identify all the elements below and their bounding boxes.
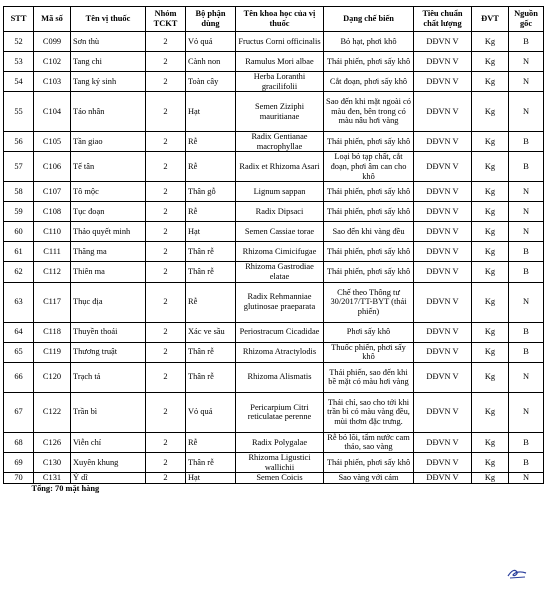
cell-khoa: Periostracum Cicadidae: [236, 322, 324, 342]
cell-bp: Xác ve sầu: [186, 322, 236, 342]
cell-ma: C103: [34, 72, 71, 92]
medicine-table: [3, 6, 544, 495]
cell-dang: Thái phiến, phơi sấy khô: [324, 52, 414, 72]
cell-khoa: Rhizoma Alismatis: [236, 362, 324, 392]
cell-khoa: Ramulus Mori albae: [236, 52, 324, 72]
cell-ng: B: [509, 262, 544, 282]
cell-stt: 66: [4, 362, 34, 392]
cell-bp: Cành non: [186, 52, 236, 72]
cell-ng: B: [509, 152, 544, 182]
cell-stt: 64: [4, 322, 34, 342]
table-row: [4, 202, 544, 222]
table-row: [4, 452, 544, 472]
cell-ma: C108: [34, 202, 71, 222]
cell-ma: C110: [34, 222, 71, 242]
cell-nhom: 2: [146, 322, 186, 342]
cell-nhom: 2: [146, 473, 186, 484]
cell-ten: Trạch tả: [71, 362, 146, 392]
cell-bp: Rễ: [186, 152, 236, 182]
header-stt: STT: [4, 7, 34, 32]
total-row: [4, 483, 544, 495]
cell-khoa: Rhizoma Atractylodis: [236, 342, 324, 362]
cell-stt: 62: [4, 262, 34, 282]
cell-nhom: 2: [146, 242, 186, 262]
table-row: [4, 52, 544, 72]
cell-stt: 69: [4, 452, 34, 472]
cell-dang: Rễ bỏ lõi, tẩm nước cam thảo, sao vàng: [324, 432, 414, 452]
cell-dang: Thái phiến, phơi sấy khô: [324, 452, 414, 472]
cell-bp: Vỏ quả: [186, 392, 236, 432]
cell-khoa: Semen Ziziphi mauritianae: [236, 92, 324, 132]
cell-nhom: 2: [146, 202, 186, 222]
cell-stt: 65: [4, 342, 34, 362]
cell-dvt: Kg: [472, 282, 509, 322]
cell-bp: Rễ: [186, 432, 236, 452]
cell-ng: N: [509, 362, 544, 392]
cell-tc: DĐVN V: [414, 152, 472, 182]
cell-khoa: Semen Coicis: [236, 473, 324, 484]
cell-stt: 56: [4, 132, 34, 152]
table-row: [4, 152, 544, 182]
table-row: [4, 322, 544, 342]
cell-ma: C131: [34, 473, 71, 484]
cell-ma: C102: [34, 52, 71, 72]
cell-dvt: Kg: [472, 452, 509, 472]
cell-khoa: Rhizoma Gastrodiae elatae: [236, 262, 324, 282]
cell-stt: 59: [4, 202, 34, 222]
cell-bp: Thân rễ: [186, 262, 236, 282]
cell-ma: C117: [34, 282, 71, 322]
cell-ma: C107: [34, 182, 71, 202]
cell-dvt: Kg: [472, 222, 509, 242]
cell-ma: C122: [34, 392, 71, 432]
table-row: [4, 392, 544, 432]
cell-ng: B: [509, 132, 544, 152]
cell-ten: Tục đoạn: [71, 202, 146, 222]
cell-nhom: 2: [146, 432, 186, 452]
cell-khoa: Radix et Rhizoma Asari: [236, 152, 324, 182]
cell-bp: Vỏ quả: [186, 32, 236, 52]
cell-tc: DĐVN V: [414, 202, 472, 222]
cell-ng: N: [509, 473, 544, 484]
cell-dang: Sao đến khi vàng đều: [324, 222, 414, 242]
cell-ng: N: [509, 52, 544, 72]
cell-dang: Loại bỏ tạp chất, cắt đoạn, phơi âm can cho khô: [324, 152, 414, 182]
cell-bp: Hạt: [186, 473, 236, 484]
cell-ten: Tần giao: [71, 132, 146, 152]
cell-ten: Thương truật: [71, 342, 146, 362]
cell-tc: DĐVN V: [414, 392, 472, 432]
cell-dvt: Kg: [472, 52, 509, 72]
cell-ma: C119: [34, 342, 71, 362]
cell-ng: B: [509, 432, 544, 452]
cell-tc: DĐVN V: [414, 282, 472, 322]
cell-stt: 61: [4, 242, 34, 262]
cell-bp: Thân rễ: [186, 242, 236, 262]
cell-khoa: Rhizoma Ligustici wallichii: [236, 452, 324, 472]
header-nhom: Nhóm TCKT: [146, 7, 186, 32]
cell-bp: Thân rễ: [186, 452, 236, 472]
cell-dang: Chế theo Thông tư 30/2017/TT-BYT (thái phiến): [324, 282, 414, 322]
cell-bp: Hạt: [186, 92, 236, 132]
cell-bp: Rễ: [186, 132, 236, 152]
cell-dvt: Kg: [472, 132, 509, 152]
cell-stt: 63: [4, 282, 34, 322]
cell-dvt: Kg: [472, 32, 509, 52]
signature-mark: [506, 566, 528, 580]
cell-ma: C112: [34, 262, 71, 282]
table-row: [4, 242, 544, 262]
cell-stt: 52: [4, 32, 34, 52]
cell-dang: Thái chỉ, sao cho tới khi trần bì có màu vàng đều, mùi thơm đặc trưng.: [324, 392, 414, 432]
cell-nhom: 2: [146, 392, 186, 432]
header-nguon-goc: Nguồn gốc: [509, 7, 544, 32]
cell-ma: C120: [34, 362, 71, 392]
cell-dvt: Kg: [472, 473, 509, 484]
cell-dvt: Kg: [472, 182, 509, 202]
cell-nhom: 2: [146, 92, 186, 132]
cell-tc: DĐVN V: [414, 473, 472, 484]
cell-dang: Thái phiến, phơi sấy khô: [324, 132, 414, 152]
cell-ten: Tang ký sinh: [71, 72, 146, 92]
cell-khoa: Lignum sappan: [236, 182, 324, 202]
cell-dvt: Kg: [472, 392, 509, 432]
cell-ma: C118: [34, 322, 71, 342]
cell-dang: Thuốc phiến, phơi sấy khô: [324, 342, 414, 362]
cell-stt: 60: [4, 222, 34, 242]
cell-dang: Thái phiến, phơi sấy khô: [324, 202, 414, 222]
cell-ten: Trần bì: [71, 392, 146, 432]
table-row: [4, 72, 544, 92]
table-row: [4, 473, 544, 484]
cell-ng: B: [509, 452, 544, 472]
cell-stt: 53: [4, 52, 34, 72]
cell-stt: 67: [4, 392, 34, 432]
cell-ten: Tế tân: [71, 152, 146, 182]
cell-tc: DĐVN V: [414, 52, 472, 72]
cell-dvt: Kg: [472, 432, 509, 452]
cell-bp: Hạt: [186, 222, 236, 242]
cell-ten: Viễn chí: [71, 432, 146, 452]
table-row: [4, 262, 544, 282]
cell-tc: DĐVN V: [414, 362, 472, 392]
cell-dvt: Kg: [472, 92, 509, 132]
cell-ten: Thảo quyết minh: [71, 222, 146, 242]
cell-khoa: Radix Dipsaci: [236, 202, 324, 222]
cell-stt: 55: [4, 92, 34, 132]
header-tieu-chuan: Tiêu chuẩn chất lượng: [414, 7, 472, 32]
cell-ten: Thăng ma: [71, 242, 146, 262]
table-row: [4, 132, 544, 152]
cell-tc: DĐVN V: [414, 132, 472, 152]
cell-ten: Tô mộc: [71, 182, 146, 202]
cell-dvt: Kg: [472, 202, 509, 222]
cell-ng: B: [509, 32, 544, 52]
cell-dang: Cắt đoạn, phơi sấy khô: [324, 72, 414, 92]
cell-bp: Thân rễ: [186, 362, 236, 392]
cell-tc: DĐVN V: [414, 222, 472, 242]
cell-nhom: 2: [146, 182, 186, 202]
header-dvt: ĐVT: [472, 7, 509, 32]
cell-tc: DĐVN V: [414, 452, 472, 472]
cell-tc: DĐVN V: [414, 432, 472, 452]
cell-bp: Toàn cây: [186, 72, 236, 92]
cell-ng: N: [509, 182, 544, 202]
cell-ten: Xuyên khung: [71, 452, 146, 472]
cell-ma: C111: [34, 242, 71, 262]
cell-ten: Thục địa: [71, 282, 146, 322]
cell-ng: N: [509, 282, 544, 322]
cell-nhom: 2: [146, 452, 186, 472]
table-row: [4, 32, 544, 52]
header-ten-khoa-hoc: Tên khoa học của vị thuốc: [236, 7, 324, 32]
cell-tc: DĐVN V: [414, 322, 472, 342]
cell-stt: 54: [4, 72, 34, 92]
cell-khoa: Radix Rehmanniae glutinosae praeparata: [236, 282, 324, 322]
header-ma-so: Mã số: [34, 7, 71, 32]
cell-dang: Sao vàng với cám: [324, 473, 414, 484]
cell-tc: DĐVN V: [414, 32, 472, 52]
table-row: [4, 362, 544, 392]
cell-tc: DĐVN V: [414, 262, 472, 282]
cell-khoa: Pericarpium Citri reticulatae perenne: [236, 392, 324, 432]
cell-ma: C126: [34, 432, 71, 452]
header-bo-phan: Bộ phận dùng: [186, 7, 236, 32]
cell-khoa: Herba Loranthi gracilifolii: [236, 72, 324, 92]
cell-dvt: Kg: [472, 322, 509, 342]
cell-khoa: Radix Polygalae: [236, 432, 324, 452]
cell-ma: C105: [34, 132, 71, 152]
cell-ng: N: [509, 92, 544, 132]
cell-ten: Thuyền thoái: [71, 322, 146, 342]
cell-dvt: Kg: [472, 262, 509, 282]
cell-ma: C104: [34, 92, 71, 132]
table-row: [4, 282, 544, 322]
cell-bp: Thân rễ: [186, 342, 236, 362]
cell-tc: DĐVN V: [414, 182, 472, 202]
cell-bp: Rễ: [186, 282, 236, 322]
cell-tc: DĐVN V: [414, 242, 472, 262]
cell-ng: N: [509, 392, 544, 432]
cell-dvt: Kg: [472, 152, 509, 182]
cell-nhom: 2: [146, 132, 186, 152]
cell-khoa: Semen Cassiae torae: [236, 222, 324, 242]
cell-ma: C099: [34, 32, 71, 52]
cell-bp: Rễ: [186, 202, 236, 222]
header-ten-vi-thuoc: Tên vị thuốc: [71, 7, 146, 32]
cell-dang: Phơi sấy khô: [324, 322, 414, 342]
cell-ng: B: [509, 322, 544, 342]
table-row: [4, 222, 544, 242]
cell-nhom: 2: [146, 32, 186, 52]
cell-dang: Thái phiến, sao đến khi bề mặt có màu hơi vàng: [324, 362, 414, 392]
cell-ma: C106: [34, 152, 71, 182]
cell-dang: Bỏ hạt, phơi khô: [324, 32, 414, 52]
cell-khoa: Radix Gentianae macrophyllae: [236, 132, 324, 152]
cell-ng: B: [509, 342, 544, 362]
table-row: [4, 92, 544, 132]
cell-nhom: 2: [146, 282, 186, 322]
cell-ng: N: [509, 222, 544, 242]
cell-ten: Thiên ma: [71, 262, 146, 282]
cell-dang: Sao đến khi mặt ngoài có màu đen, bên trong có màu nâu hơi vàng: [324, 92, 414, 132]
cell-nhom: 2: [146, 52, 186, 72]
table-row: [4, 182, 544, 202]
cell-khoa: Fructus Corni officinalis: [236, 32, 324, 52]
cell-dang: Thái phiến, phơi sấy khô: [324, 262, 414, 282]
cell-tc: DĐVN V: [414, 92, 472, 132]
table-row: [4, 432, 544, 452]
header-dang-che-bien: Dạng chế biến: [324, 7, 414, 32]
cell-dvt: Kg: [472, 362, 509, 392]
cell-nhom: 2: [146, 222, 186, 242]
cell-tc: DĐVN V: [414, 342, 472, 362]
cell-nhom: 2: [146, 152, 186, 182]
header-row: [4, 7, 544, 32]
cell-ten: Táo nhân: [71, 92, 146, 132]
cell-dvt: Kg: [472, 72, 509, 92]
cell-nhom: 2: [146, 262, 186, 282]
cell-stt: 57: [4, 152, 34, 182]
cell-stt: 70: [4, 473, 34, 484]
cell-ng: N: [509, 72, 544, 92]
total-label: Tổng: 70 mặt hàng: [31, 484, 100, 494]
cell-ma: C130: [34, 452, 71, 472]
cell-dang: Thái phiến, phơi sấy khô: [324, 182, 414, 202]
cell-ten: Sơn thù: [71, 32, 146, 52]
cell-nhom: 2: [146, 342, 186, 362]
cell-dvt: Kg: [472, 242, 509, 262]
table-row: [4, 342, 544, 362]
cell-tc: DĐVN V: [414, 72, 472, 92]
cell-ng: B: [509, 242, 544, 262]
cell-nhom: 2: [146, 362, 186, 392]
cell-ten: Ý dĩ: [71, 473, 146, 484]
cell-khoa: Rhizoma Cimicifugae: [236, 242, 324, 262]
cell-dvt: Kg: [472, 342, 509, 362]
cell-nhom: 2: [146, 72, 186, 92]
cell-ng: N: [509, 202, 544, 222]
cell-dang: Thái phiến, phơi sấy khô: [324, 242, 414, 262]
cell-ten: Tang chi: [71, 52, 146, 72]
cell-stt: 68: [4, 432, 34, 452]
cell-bp: Thân gỗ: [186, 182, 236, 202]
cell-stt: 58: [4, 182, 34, 202]
